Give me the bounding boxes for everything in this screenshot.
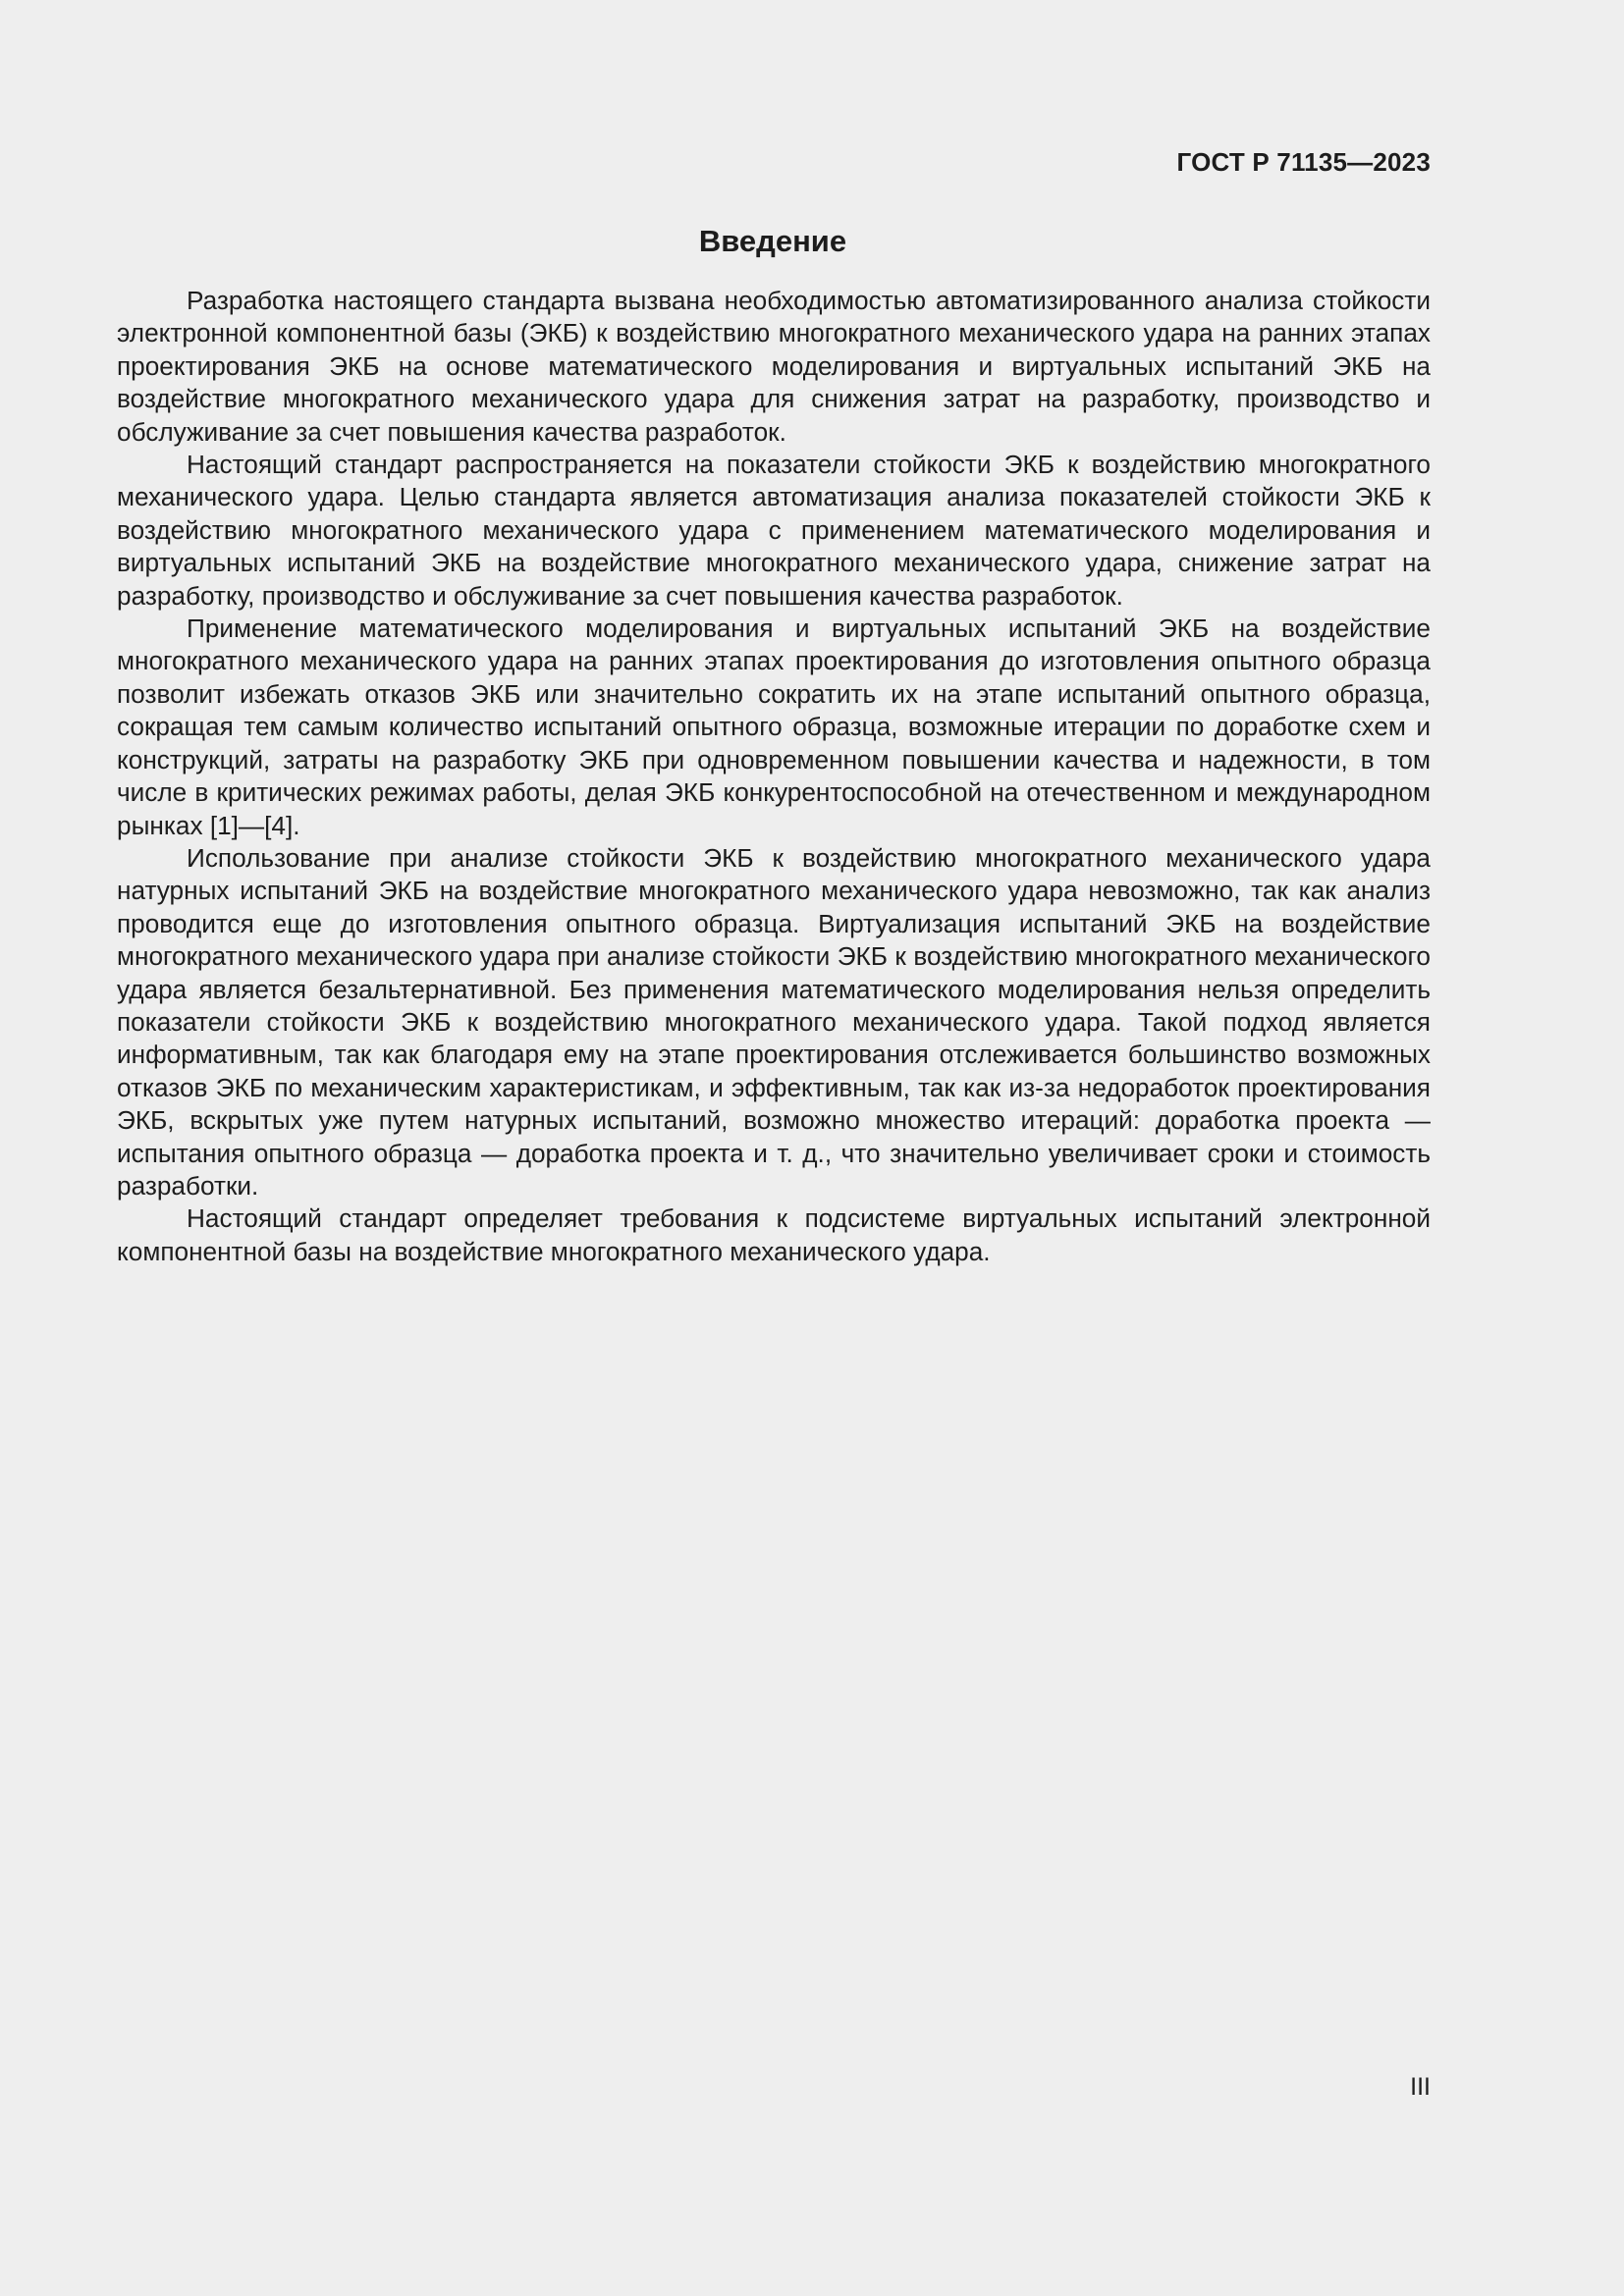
paragraph: Использование при анализе стойкости ЭКБ к воздействию многократного механического удара натурных испытаний ЭКБ на воздействие многократного механического удара невозможно, так как анализ проводится еще до изготовления опытного образца. Виртуализация испытаний ЭКБ на воздействие многократного механического удара при анализе стойкости ЭКБ к воздействию многократного механического удара является безальтернативной. Без применения математического моделирования нельзя определить показатели стойкости ЭКБ к воздействию многократного механического удара. Такой подход является информативным, так как благодаря ему на этапе проектирования отслеживается большинство возможных отказов ЭКБ по механическим характеристикам, и эффективным, так как из-за недоработок проектирования ЭКБ, вскрытых уже путем натурных испытаний, возможно множество итераций: доработка проекта — испытания опытного образца — доработка проекта и т. д., что значительно увеличивает сроки и стоимость разработки. [117, 842, 1431, 1201]
body-text [117, 285, 1431, 1268]
page-number: III [1410, 2073, 1431, 2101]
paragraph: Настоящий стандарт распространяется на показатели стойкости ЭКБ к воздействию многократного механического удара. Целью стандарта является автоматизация анализа показателей стойкости ЭКБ к воздействию многократного механического удара с применением математического моделирования и виртуальных испытаний ЭКБ на воздействие многократного механического удара, снижение затрат на разработку, производство и обслуживание за счет повышения качества разработок. [117, 450, 1431, 611]
paragraph: Настоящий стандарт определяет требования к подсистеме виртуальных испытаний электронной компонентной базы на воздействие многократного механического удара. [117, 1203, 1431, 1266]
section-title: Введение [698, 224, 847, 258]
paragraph: Применение математического моделирования и виртуальных испытаний ЭКБ на воздействие многократного механического удара на ранних этапах проектирования до изготовления опытного образца позволит избежать отказов ЭКБ или значительно сократить их на этапе испытаний опытного образца, сокращая тем самым количество испытаний опытного образца, возможные итерации по доработке схем и конструкций, затраты на разработку ЭКБ при одновременном повышении качества и надежности, в том числе в критических режимах работы, делая ЭКБ конкурентоспособной на отечественном и международном рынках [1]—[4]. [117, 614, 1431, 840]
paragraph: Разработка настоящего стандарта вызвана необходимостью автоматизированного анализа стойкости электронной компонентной базы (ЭКБ) к воздействию многократного механического удара на ранних этапах проектирования ЭКБ на основе математического моделирования и виртуальных испытаний ЭКБ на воздействие многократного механического удара для снижения затрат на разработку, производство и обслуживание за счет повышения качества разработок. [117, 286, 1431, 447]
document-code: ГОСТ Р 71135—2023 [1176, 147, 1431, 177]
